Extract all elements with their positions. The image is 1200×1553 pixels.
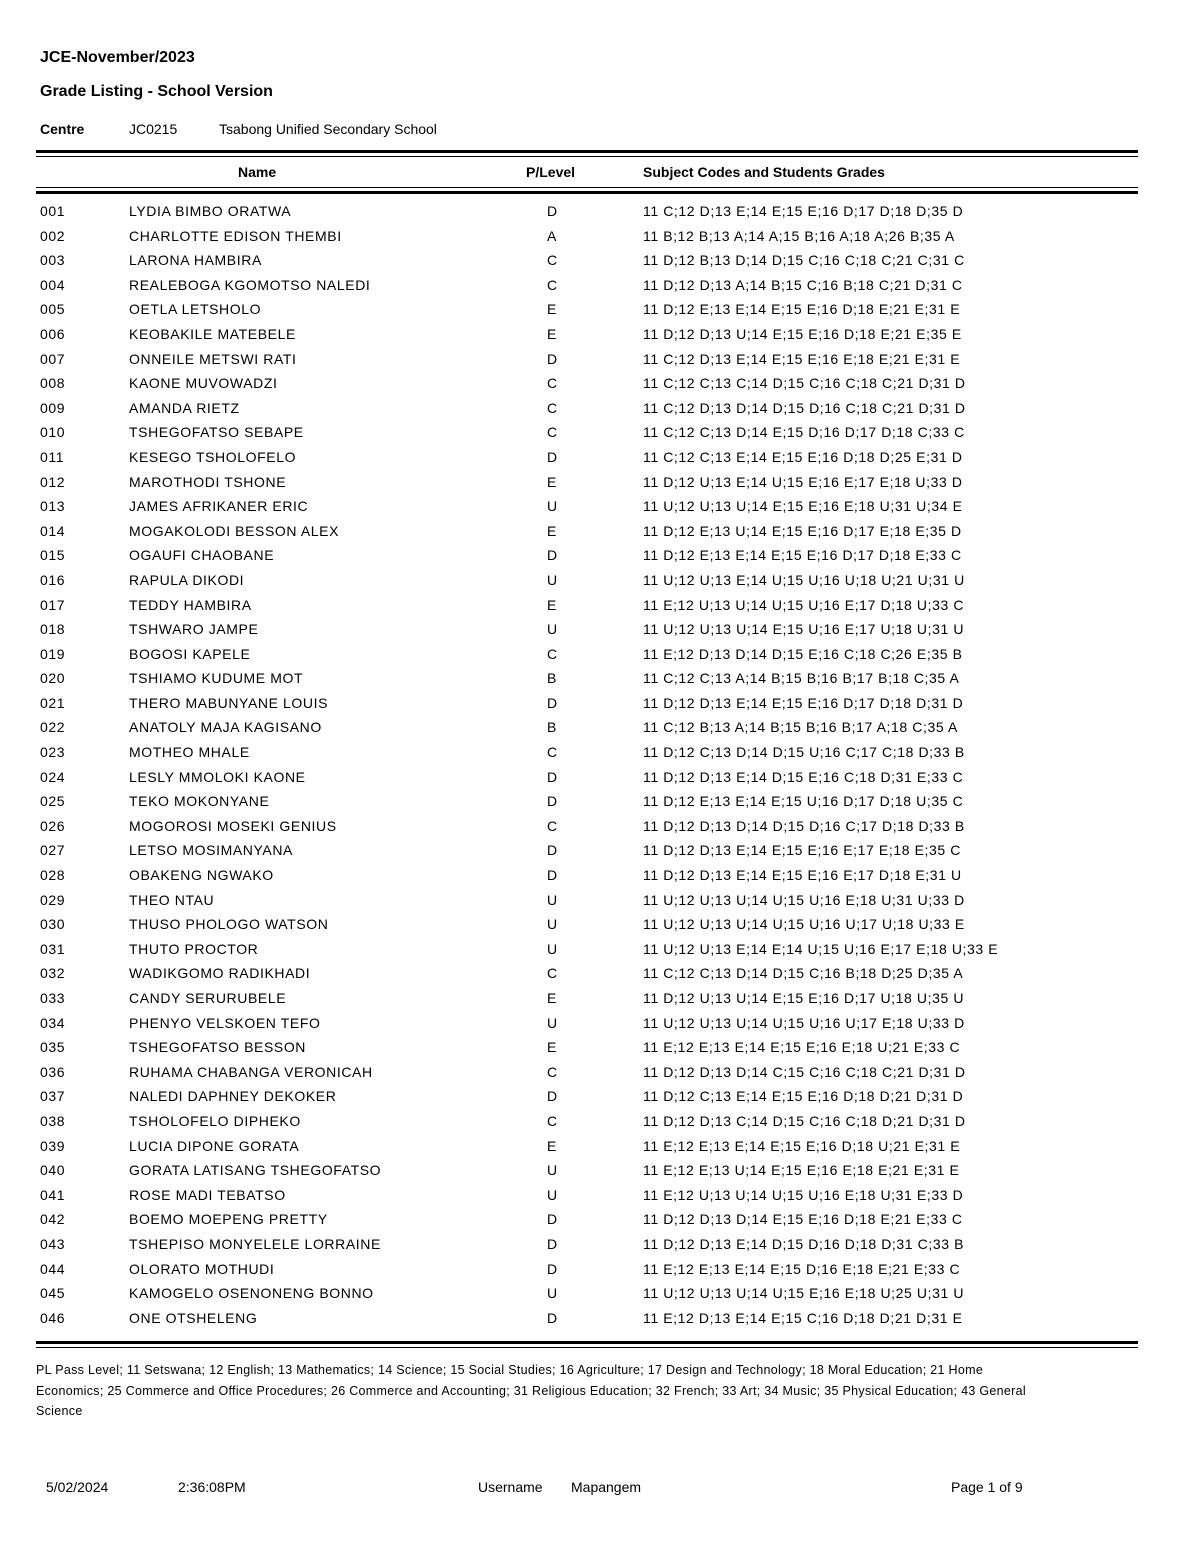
student-name: TSHEGOFATSO BESSON (129, 1039, 307, 1056)
table-rule-bottom-thin (36, 1347, 1138, 1348)
subject-grades: 11 C;12 B;13 A;14 B;15 B;16 B;17 A;18 C;35 A (643, 719, 958, 736)
row-number: 023 (40, 744, 66, 761)
row-number: 027 (40, 842, 66, 859)
student-name: THUTO PROCTOR (129, 940, 259, 957)
table-row (0, 1110, 1200, 1135)
row-number: 021 (40, 694, 66, 711)
pass-level: E (547, 1137, 557, 1154)
row-number: 001 (40, 203, 66, 219)
table-row (0, 200, 1200, 225)
student-name: TSHWARO JAMPE (129, 621, 259, 638)
table-row (0, 471, 1200, 496)
row-number: 041 (40, 1186, 66, 1203)
row-number: 018 (40, 621, 66, 638)
table-row (0, 815, 1200, 840)
row-number: 005 (40, 301, 66, 318)
table-row (0, 1036, 1200, 1061)
table-row (0, 1135, 1200, 1160)
grade-table-body (0, 200, 1200, 1331)
student-name: ROSE MADI TEBATSO (129, 1186, 286, 1203)
row-number: 043 (40, 1235, 66, 1252)
exam-title: JCE-November/2023 (40, 49, 195, 66)
student-name: OBAKENG NGWAKO (129, 867, 274, 884)
row-number: 009 (40, 399, 66, 416)
table-row (0, 1233, 1200, 1258)
subject-grades: 11 U;12 U;13 U;14 U;15 U;16 U;17 U;18 U;33 E (643, 916, 965, 933)
row-number: 013 (40, 498, 66, 515)
subject-grades: 11 E;12 U;13 U;14 U;15 U;16 E;18 U;31 E;33 D (643, 1186, 964, 1203)
student-name: OETLA LETSHOLO (129, 301, 262, 318)
pass-level: D (547, 1309, 558, 1326)
student-name: RUHAMA CHABANGA VERONICAH (129, 1063, 373, 1080)
subject-grades: 11 U;12 U;13 U;14 E;15 E;16 E;18 U;31 U;34 E (643, 498, 963, 515)
table-row (0, 1012, 1200, 1037)
row-number: 038 (40, 1112, 66, 1129)
row-number: 004 (40, 276, 66, 293)
student-name: KESEGO TSHOLOFELO (129, 448, 297, 465)
table-row (0, 839, 1200, 864)
row-number: 008 (40, 375, 66, 392)
student-name: WADIKGOMO RADIKHADI (129, 965, 311, 982)
subject-grades: 11 D;12 E;13 E;14 E;15 U;16 D;17 D;18 U;35 C (643, 793, 964, 810)
pass-level: B (547, 719, 557, 736)
print-date: 5/02/2024 (46, 1479, 109, 1495)
subject-grades: 11 D;12 D;13 D;14 C;15 C;16 C;18 C;21 D;31 D (643, 1063, 966, 1080)
table-row (0, 716, 1200, 741)
subject-grades: 11 D;12 C;13 E;14 E;15 E;16 D;18 D;21 D;31 D (643, 1088, 964, 1105)
subject-grades: 11 D;12 E;13 U;14 E;15 E;16 D;17 E;18 E;35 D (643, 522, 962, 539)
row-number: 029 (40, 891, 66, 908)
row-number: 002 (40, 227, 66, 244)
subject-grades: 11 D;12 E;13 E;14 E;15 E;16 D;17 D;18 E;33 C (643, 547, 962, 564)
subject-grades: 11 C;12 C;13 D;14 E;15 D;16 D;17 D;18 C;33 C (643, 424, 965, 441)
pass-level: D (547, 694, 558, 711)
print-time: 2:36:08PM (178, 1479, 246, 1495)
subject-grades: 11 D;12 D;13 A;14 B;15 C;16 B;18 C;21 D;31 C (643, 276, 963, 293)
pass-level: C (547, 276, 558, 293)
table-row (0, 569, 1200, 594)
student-name: TSHOLOFELO DIPHEKO (129, 1112, 301, 1129)
student-name: PHENYO VELSKOEN TEFO (129, 1014, 321, 1031)
row-number: 014 (40, 522, 66, 539)
row-number: 010 (40, 424, 66, 441)
student-name: REALEBOGA KGOMOTSO NALEDI (129, 276, 371, 293)
subject-grades: 11 U;12 U;13 U;14 U;15 U;16 E;18 U;31 U;33 D (643, 891, 965, 908)
pass-level: D (547, 203, 558, 219)
row-number: 020 (40, 670, 66, 687)
pass-level: D (547, 1260, 558, 1277)
pass-level: D (547, 793, 558, 810)
subject-grades: 11 D;12 U;13 U;14 E;15 E;16 D;17 U;18 U;35 U (643, 990, 965, 1006)
student-name: OGAUFI CHAOBANE (129, 547, 275, 564)
pass-level: U (547, 940, 558, 957)
table-row (0, 618, 1200, 643)
subject-grades: 11 U;12 U;13 U;14 U;15 E;16 E;18 U;25 U;31 U (643, 1285, 965, 1302)
student-name: GORATA LATISANG TSHEGOFATSO (129, 1162, 382, 1179)
column-header-subjects: Subject Codes and Students Grades (643, 164, 885, 180)
pass-level: E (547, 990, 557, 1006)
table-row (0, 1208, 1200, 1233)
student-name: TEKO MOKONYANE (129, 793, 270, 810)
pass-level: U (547, 1162, 558, 1179)
student-name: RAPULA DIKODI (129, 571, 245, 588)
pass-level: D (547, 1088, 558, 1105)
student-name: CHARLOTTE EDISON THEMBI (129, 227, 342, 244)
pass-level: E (547, 325, 557, 342)
table-row (0, 741, 1200, 766)
student-name: OLORATO MOTHUDI (129, 1260, 275, 1277)
pass-level: E (547, 596, 557, 613)
table-row (0, 397, 1200, 422)
table-row (0, 594, 1200, 619)
subject-code-legend: PL Pass Level; 11 Setswana; 12 English; 13 Mathematics; 14 Science; 15 Social Studies; 16 Agriculture; 17 Design and Technology; 18 Moral Education; 21 Home Economics; 25 Commerce and Office Procedures; 26 Commerce and Accounting; 31 Religious Education; 32 French; 33 Art; 34 Music; 35 Physical Education; 43 General Science (36, 1363, 1026, 1418)
pass-level: E (547, 1039, 557, 1056)
pass-level: D (547, 1211, 558, 1228)
table-row (0, 790, 1200, 815)
header-rule-top (36, 150, 1138, 153)
subject-grades: 11 C;12 C;13 D;14 D;15 C;16 B;18 D;25 D;35 A (643, 965, 964, 982)
subject-grades: 11 C;12 C;13 C;14 D;15 C;16 C;18 C;21 D;31 D (643, 375, 966, 392)
subject-grades: 11 D;12 D;13 E;14 D;15 D;16 D;18 D;31 C;33 B (643, 1235, 965, 1252)
student-name: BOGOSI KAPELE (129, 645, 251, 662)
pass-level: U (547, 916, 558, 933)
row-number: 006 (40, 325, 66, 342)
student-name: TSHIAMO KUDUME MOT (129, 670, 304, 687)
column-header-name: Name (238, 164, 277, 180)
table-row (0, 421, 1200, 446)
row-number: 012 (40, 473, 66, 490)
pass-level: U (547, 1186, 558, 1203)
table-row (0, 372, 1200, 397)
subject-grades: 11 E;12 E;13 E;14 E;15 E;16 D;18 U;21 E;31 E (643, 1137, 961, 1154)
subject-grades: 11 D;12 D;13 D;14 D;15 D;16 C;17 D;18 D;33 B (643, 817, 965, 834)
username-label: Username (478, 1479, 543, 1495)
student-name: KAMOGELO OSENONENG BONNO (129, 1285, 374, 1302)
pass-level: U (547, 1285, 558, 1302)
table-row (0, 1258, 1200, 1283)
table-rule-bottom (36, 1341, 1138, 1344)
table-row (0, 938, 1200, 963)
row-number: 030 (40, 916, 66, 933)
subject-grades: 11 D;12 D;13 D;14 E;15 E;16 D;18 E;21 E;33 C (643, 1211, 963, 1228)
student-name: LUCIA DIPONE GORATA (129, 1137, 300, 1154)
student-name: TEDDY HAMBIRA (129, 596, 252, 613)
pass-level: U (547, 498, 558, 515)
subject-grades: 11 E;12 E;13 U;14 E;15 E;16 E;18 E;21 E;31 E (643, 1162, 960, 1179)
student-name: MAROTHODI TSHONE (129, 473, 287, 490)
row-number: 028 (40, 867, 66, 884)
header-rule-top-thin (36, 156, 1138, 157)
pass-level: D (547, 867, 558, 884)
student-name: MOGOROSI MOSEKI GENIUS (129, 817, 337, 834)
pass-level: C (547, 252, 558, 269)
header-rule-bottom-thin (36, 187, 1138, 188)
centre-code: JC0215 (129, 121, 178, 137)
student-name: ONNEILE METSWI RATI (129, 350, 297, 367)
student-name: LARONA HAMBIRA (129, 252, 262, 269)
row-number: 026 (40, 817, 66, 834)
student-name: LETSO MOSIMANYANA (129, 842, 293, 859)
row-number: 011 (40, 448, 65, 465)
subject-grades: 11 D;12 D;13 E;14 E;15 E;16 E;17 D;18 E;31 U (643, 867, 962, 884)
pass-level: B (547, 670, 557, 687)
subject-grades: 11 D;12 U;13 E;14 U;15 E;16 E;17 E;18 U;33 D (643, 473, 963, 490)
subject-grades: 11 D;12 D;13 C;14 D;15 C;16 C;18 D;21 D;31 D (643, 1112, 966, 1129)
table-row (0, 987, 1200, 1012)
table-row (0, 962, 1200, 987)
subject-grades: 11 U;12 U;13 E;14 E;14 U;15 U;16 E;17 E;18 U;33 E (643, 940, 999, 957)
row-number: 022 (40, 719, 66, 736)
table-row (0, 692, 1200, 717)
table-row (0, 766, 1200, 791)
table-row (0, 298, 1200, 323)
table-row (0, 348, 1200, 373)
pass-level: D (547, 842, 558, 859)
subject-grades: 11 U;12 U;13 E;14 U;15 U;16 U;18 U;21 U;31 U (643, 571, 965, 588)
table-row (0, 1282, 1200, 1307)
table-row (0, 1085, 1200, 1110)
table-row (0, 323, 1200, 348)
student-name: ANATOLY MAJA KAGISANO (129, 719, 322, 736)
row-number: 003 (40, 252, 66, 269)
row-number: 036 (40, 1063, 66, 1080)
header-rule-bottom (36, 191, 1138, 194)
pass-level: D (547, 547, 558, 564)
student-name: ONE OTSHELENG (129, 1309, 258, 1326)
row-number: 017 (40, 596, 66, 613)
subject-grades: 11 B;12 B;13 A;14 A;15 B;16 A;18 A;26 B;35 A (643, 227, 955, 244)
page-number: Page 1 of 9 (951, 1479, 1023, 1495)
row-number: 024 (40, 768, 66, 785)
row-number: 033 (40, 990, 66, 1006)
subject-grades: 11 E;12 D;13 D;14 D;15 E;16 C;18 C;26 E;35 B (643, 645, 963, 662)
subject-grades: 11 E;12 U;13 U;14 U;15 U;16 E;17 D;18 U;33 C (643, 596, 965, 613)
row-number: 037 (40, 1088, 66, 1105)
student-name: KAONE MUVOWADZI (129, 375, 278, 392)
table-row (0, 274, 1200, 299)
row-number: 034 (40, 1014, 66, 1031)
centre-label: Centre (40, 121, 85, 137)
table-row (0, 446, 1200, 471)
row-number: 019 (40, 645, 66, 662)
subject-grades: 11 D;12 B;13 D;14 D;15 C;16 C;18 C;21 C;31 C (643, 252, 965, 269)
table-row (0, 1159, 1200, 1184)
centre-name: Tsabong Unified Secondary School (219, 121, 437, 137)
row-number: 016 (40, 571, 66, 588)
table-row (0, 249, 1200, 274)
table-row (0, 495, 1200, 520)
subject-grades: 11 C;12 D;13 D;14 D;15 D;16 C;18 C;21 D;31 D (643, 399, 966, 416)
row-number: 015 (40, 547, 66, 564)
table-row (0, 667, 1200, 692)
table-row (0, 520, 1200, 545)
table-row (0, 889, 1200, 914)
table-row (0, 1184, 1200, 1209)
pass-level: U (547, 621, 558, 638)
pass-level: C (547, 1112, 558, 1129)
student-name: TSHEGOFATSO SEBAPE (129, 424, 304, 441)
student-name: CANDY SERURUBELE (129, 990, 287, 1006)
row-number: 040 (40, 1162, 66, 1179)
table-row (0, 1307, 1200, 1332)
student-name: THUSO PHOLOGO WATSON (129, 916, 329, 933)
pass-level: C (547, 645, 558, 662)
pass-level: C (547, 965, 558, 982)
pass-level: C (547, 424, 558, 441)
student-name: NALEDI DAPHNEY DEKOKER (129, 1088, 337, 1105)
row-number: 046 (40, 1309, 66, 1326)
student-name: LESLY MMOLOKI KAONE (129, 768, 306, 785)
pass-level: A (547, 227, 557, 244)
pass-level: C (547, 399, 558, 416)
pass-level: C (547, 817, 558, 834)
subject-grades: 11 E;12 E;13 E;14 E;15 E;16 E;18 U;21 E;33 C (643, 1039, 961, 1056)
table-row (0, 913, 1200, 938)
student-name: BOEMO MOEPENG PRETTY (129, 1211, 328, 1228)
pass-level: U (547, 891, 558, 908)
pass-level: D (547, 768, 558, 785)
student-name: TSHEPISO MONYELELE LORRAINE (129, 1235, 381, 1252)
subject-grades: 11 D;12 C;13 D;14 D;15 U;16 C;17 C;18 D;33 B (643, 744, 965, 761)
row-number: 035 (40, 1039, 66, 1056)
row-number: 007 (40, 350, 66, 367)
student-name: MOTHEO MHALE (129, 744, 250, 761)
row-number: 042 (40, 1211, 66, 1228)
pass-level: U (547, 1014, 558, 1031)
subject-grades: 11 D;12 D;13 E;14 E;15 E;16 D;17 D;18 D;31 D (643, 694, 964, 711)
table-row (0, 1061, 1200, 1086)
pass-level: U (547, 571, 558, 588)
pass-level: C (547, 744, 558, 761)
table-row (0, 225, 1200, 250)
subject-grades: 11 C;12 D;13 E;14 E;15 E;16 E;18 E;21 E;31 E (643, 350, 961, 367)
subject-grades: 11 D;12 D;13 E;14 E;15 E;16 E;17 E;18 E;35 C (643, 842, 961, 859)
student-name: JAMES AFRIKANER ERIC (129, 498, 309, 515)
student-name: THEO NTAU (129, 891, 215, 908)
table-row (0, 643, 1200, 668)
pass-level: D (547, 448, 558, 465)
subject-grades: 11 D;12 D;13 E;14 D;15 E;16 C;18 D;31 E;33 C (643, 768, 964, 785)
username-value: Mapangem (571, 1479, 642, 1495)
student-name: THERO MABUNYANE LOUIS (129, 694, 329, 711)
pass-level: D (547, 1235, 558, 1252)
subject-grades: 11 C;12 C;13 A;14 B;15 B;16 B;17 B;18 C;35 A (643, 670, 960, 687)
pass-level: C (547, 375, 558, 392)
report-title: Grade Listing - School Version (40, 83, 273, 100)
pass-level: E (547, 473, 557, 490)
column-header-level: P/Level (526, 164, 576, 180)
row-number: 025 (40, 793, 66, 810)
table-row (0, 544, 1200, 569)
row-number: 031 (40, 940, 66, 957)
table-row (0, 864, 1200, 889)
subject-grades: 11 U;12 U;13 U;14 E;15 U;16 E;17 U;18 U;31 U (643, 621, 965, 638)
row-number: 045 (40, 1285, 66, 1302)
row-number: 039 (40, 1137, 66, 1154)
pass-level: D (547, 350, 558, 367)
subject-grades: 11 E;12 E;13 E;14 E;15 D;16 E;18 E;21 E;33 C (643, 1260, 961, 1277)
subject-grades: 11 E;12 D;13 E;14 E;15 C;16 D;18 D;21 D;31 E (643, 1309, 963, 1326)
subject-grades: 11 C;12 C;13 E;14 E;15 E;16 D;18 D;25 E;31 D (643, 448, 963, 465)
student-name: AMANDA RIETZ (129, 399, 240, 416)
pass-level: E (547, 301, 557, 318)
subject-grades: 11 C;12 D;13 E;14 E;15 E;16 D;17 D;18 D;35 D (643, 203, 964, 219)
student-name: MOGAKOLODI BESSON ALEX (129, 522, 340, 539)
row-number: 032 (40, 965, 66, 982)
pass-level: C (547, 1063, 558, 1080)
row-number: 044 (40, 1260, 66, 1277)
subject-grades: 11 D;12 E;13 E;14 E;15 E;16 D;18 E;21 E;31 E (643, 301, 961, 318)
student-name: LYDIA BIMBO ORATWA (129, 203, 292, 219)
pass-level: E (547, 522, 557, 539)
student-name: KEOBAKILE MATEBELE (129, 325, 296, 342)
subject-grades: 11 U;12 U;13 U;14 U;15 U;16 U;17 E;18 U;33 D (643, 1014, 965, 1031)
subject-grades: 11 D;12 D;13 U;14 E;15 E;16 D;18 E;21 E;35 E (643, 325, 962, 342)
